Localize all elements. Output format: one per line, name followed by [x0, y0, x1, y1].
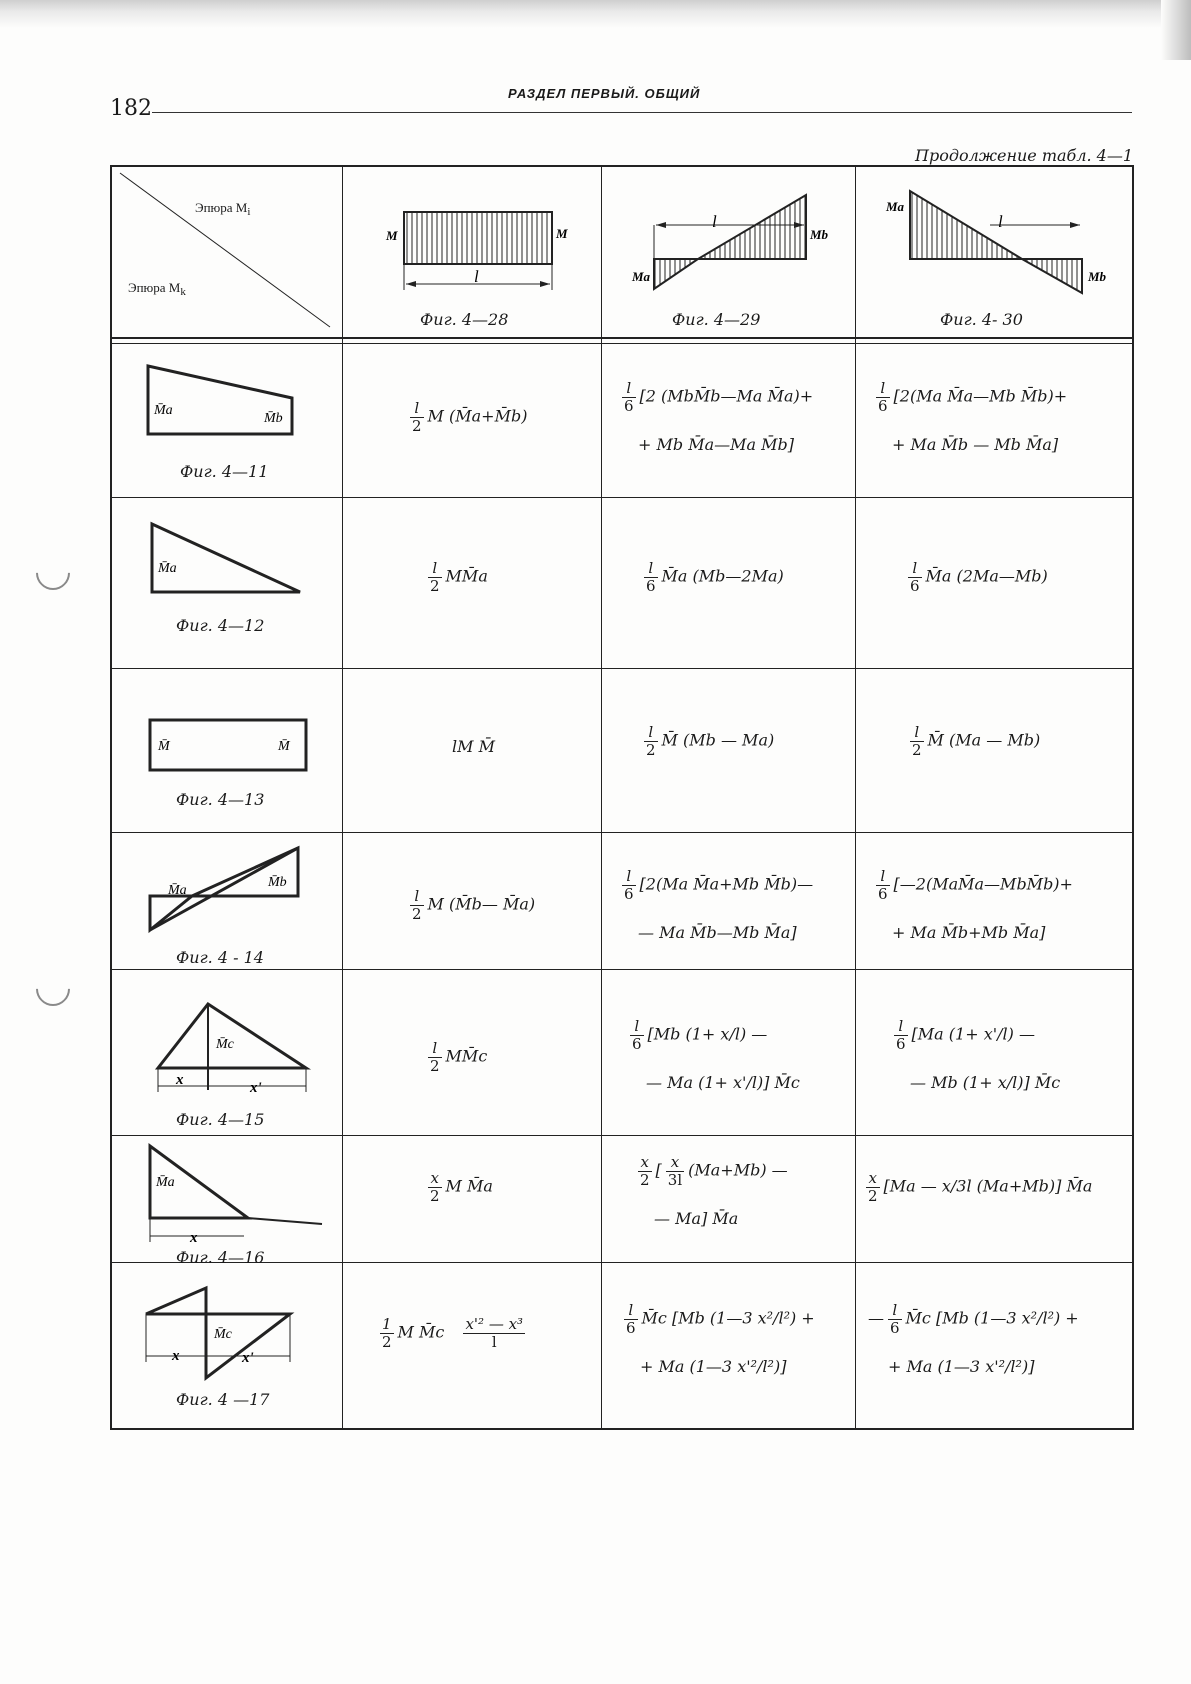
fig-4-14-diagram: [140, 838, 340, 958]
fig-4-11-caption: Фиг. 4—11: [180, 462, 269, 481]
row-4-col-3-formula: $\frac{l}{6}$ [—2(MaM̄a—MbM̄b)+ + Ma M̄b+Mb M̄a]: [878, 867, 1073, 942]
svg-text:x: x: [176, 1072, 184, 1088]
row-6-col-1-formula: $\frac{x}{2}$ M M̄a: [430, 1169, 493, 1205]
svg-text:x': x': [250, 1080, 262, 1096]
row-4-col-1-formula: $\frac{l}{2}$ M (M̄b— M̄a): [412, 887, 536, 923]
punch-hole-mark: [29, 549, 77, 597]
fig-4-13-caption: Фиг. 4—13: [176, 790, 265, 809]
fig-4-17-caption: Фиг. 4 —17: [176, 1390, 270, 1409]
svg-text:x: x: [172, 1348, 180, 1364]
row-7-col-1-formula: $\frac{1}{2}$ M M̄c $\frac{\text{x'² — x³}}{l}$: [382, 1315, 524, 1351]
svg-text:M̄c: M̄c: [216, 1037, 234, 1052]
page-number: 182: [110, 96, 152, 121]
row-7-col-2-formula: $\frac{l}{6}$ M̄c [Mb (1—3 x²/l²) + + Ma (1—3 x'²/l²)]: [626, 1301, 815, 1376]
svg-text:M̄a: M̄a: [168, 883, 187, 898]
fig-4-29-caption: Фиг. 4—29: [672, 310, 761, 329]
header-diagonal: [110, 165, 342, 337]
svg-text:M̄b: M̄b: [268, 875, 287, 890]
row-5-col-3-formula: $\frac{l}{6}$ [Ma (1+ x'/l) — — Mb (1+ x/l)] M̄c: [896, 1017, 1061, 1092]
svg-text:M̄: M̄: [158, 739, 170, 754]
svg-text:x': x': [242, 1350, 254, 1366]
header-rule: [152, 112, 1132, 113]
row-4-col-2-formula: $\frac{l}{6}$ [2(Ma M̄a+Mb M̄b)— — Ma M̄b—Mb M̄a]: [624, 867, 814, 942]
fig-4-16-diagram: [140, 1140, 340, 1250]
fig-4-29-diagram: [628, 185, 868, 315]
svg-text:Ma: Ma: [632, 269, 651, 284]
svg-text:Mb: Mb: [1088, 269, 1107, 284]
row-6-col-2-formula: $\frac{x}{2}$ [ $\frac{x}{3l}$ (Ma+Mb) — — Ma] M̄a: [640, 1153, 788, 1228]
svg-text:l: l: [712, 212, 717, 231]
svg-text:M̄: M̄: [278, 739, 290, 754]
row-3-col-2-formula: $\frac{l}{2}$ M̄ (Mb — Ma): [646, 723, 775, 759]
fig-4-14-caption: Фиг. 4 - 14: [176, 948, 264, 967]
row-1-col-3-formula: $\frac{l}{6}$ [2(Ma M̄a—Mb M̄b)+ + Ma M̄b — Mb M̄a]: [878, 379, 1068, 454]
row-7-col-3-formula: — $\frac{l}{6}$ M̄c [Mb (1—3 x²/l²) + + Ma (1—3 x'²/l²)]: [868, 1301, 1079, 1376]
running-head: РАЗДЕЛ ПЕРВЫЙ. ОБЩИЙ: [508, 86, 701, 101]
row-2-col-3-formula: $\frac{l}{6}$ M̄a (2Ma—Mb): [910, 559, 1048, 595]
punch-hole-mark: [29, 965, 77, 1013]
fig-4-16-caption: Фиг. 4—16: [176, 1248, 265, 1267]
svg-text:Mb: Mb: [810, 227, 829, 242]
table-continuation: Продолжение табл. 4—1: [915, 146, 1134, 165]
row-2-col-2-formula: $\frac{l}{6}$ M̄a (Mb—2Ma): [646, 559, 784, 595]
svg-text:M̄c: M̄c: [214, 1327, 232, 1342]
row-1-col-2-formula: $\frac{l}{6}$ [2 (MbM̄b—Ma M̄a)+ + Mb M̄a—Ma M̄b]: [624, 379, 814, 454]
svg-text:M̄b: M̄b: [264, 411, 283, 426]
row-1-col-1-formula: $\frac{l}{2}$ M (M̄a+M̄b): [412, 399, 528, 435]
fig-4-15-caption: Фиг. 4—15: [176, 1110, 265, 1129]
svg-text:M: M: [556, 226, 568, 241]
scan-edge-top: [0, 0, 1191, 28]
fig-4-28-caption: Фиг. 4—28: [420, 310, 509, 329]
row-3-col-1-formula: lM M̄: [452, 737, 495, 756]
svg-text:M̄a: M̄a: [154, 403, 173, 418]
svg-text:l: l: [998, 212, 1003, 231]
row-3-col-3-formula: $\frac{l}{2}$ M̄ (Ma — Mb): [912, 723, 1041, 759]
svg-text:Ma: Ma: [886, 199, 905, 214]
svg-text:x: x: [190, 1230, 198, 1246]
row-2-col-1-formula: $\frac{l}{2}$ MM̄a: [430, 559, 488, 595]
fig-4-12-diagram: [140, 520, 340, 620]
svg-text:l: l: [474, 267, 479, 286]
fig-4-30-diagram: [880, 185, 1120, 315]
fig-4-12-caption: Фиг. 4—12: [176, 616, 265, 635]
row-5-col-1-formula: $\frac{l}{2}$ MM̄c: [430, 1039, 488, 1075]
svg-text:M̄a: M̄a: [156, 1175, 175, 1190]
fig-4-13-diagram: [140, 712, 340, 792]
svg-text:M: M: [386, 228, 398, 243]
row-6-col-3-formula: $\frac{x}{2}$ [Ma — x/3l (Ma+Mb)] M̄a: [868, 1169, 1093, 1205]
fig-4-30-caption: Фиг. 4- 30: [940, 310, 1023, 329]
fig-4-15-diagram: [140, 992, 340, 1122]
svg-text:M̄a: M̄a: [158, 561, 177, 576]
row-5-col-2-formula: $\frac{l}{6}$ [Mb (1+ x/l) — — Ma (1+ x'/l)] M̄c: [632, 1017, 800, 1092]
scan-edge-right: [1161, 0, 1191, 60]
epure-i-label: Эпюра $M_i$: [195, 200, 251, 218]
epure-k-label: Эпюра $M_k$: [128, 280, 186, 298]
